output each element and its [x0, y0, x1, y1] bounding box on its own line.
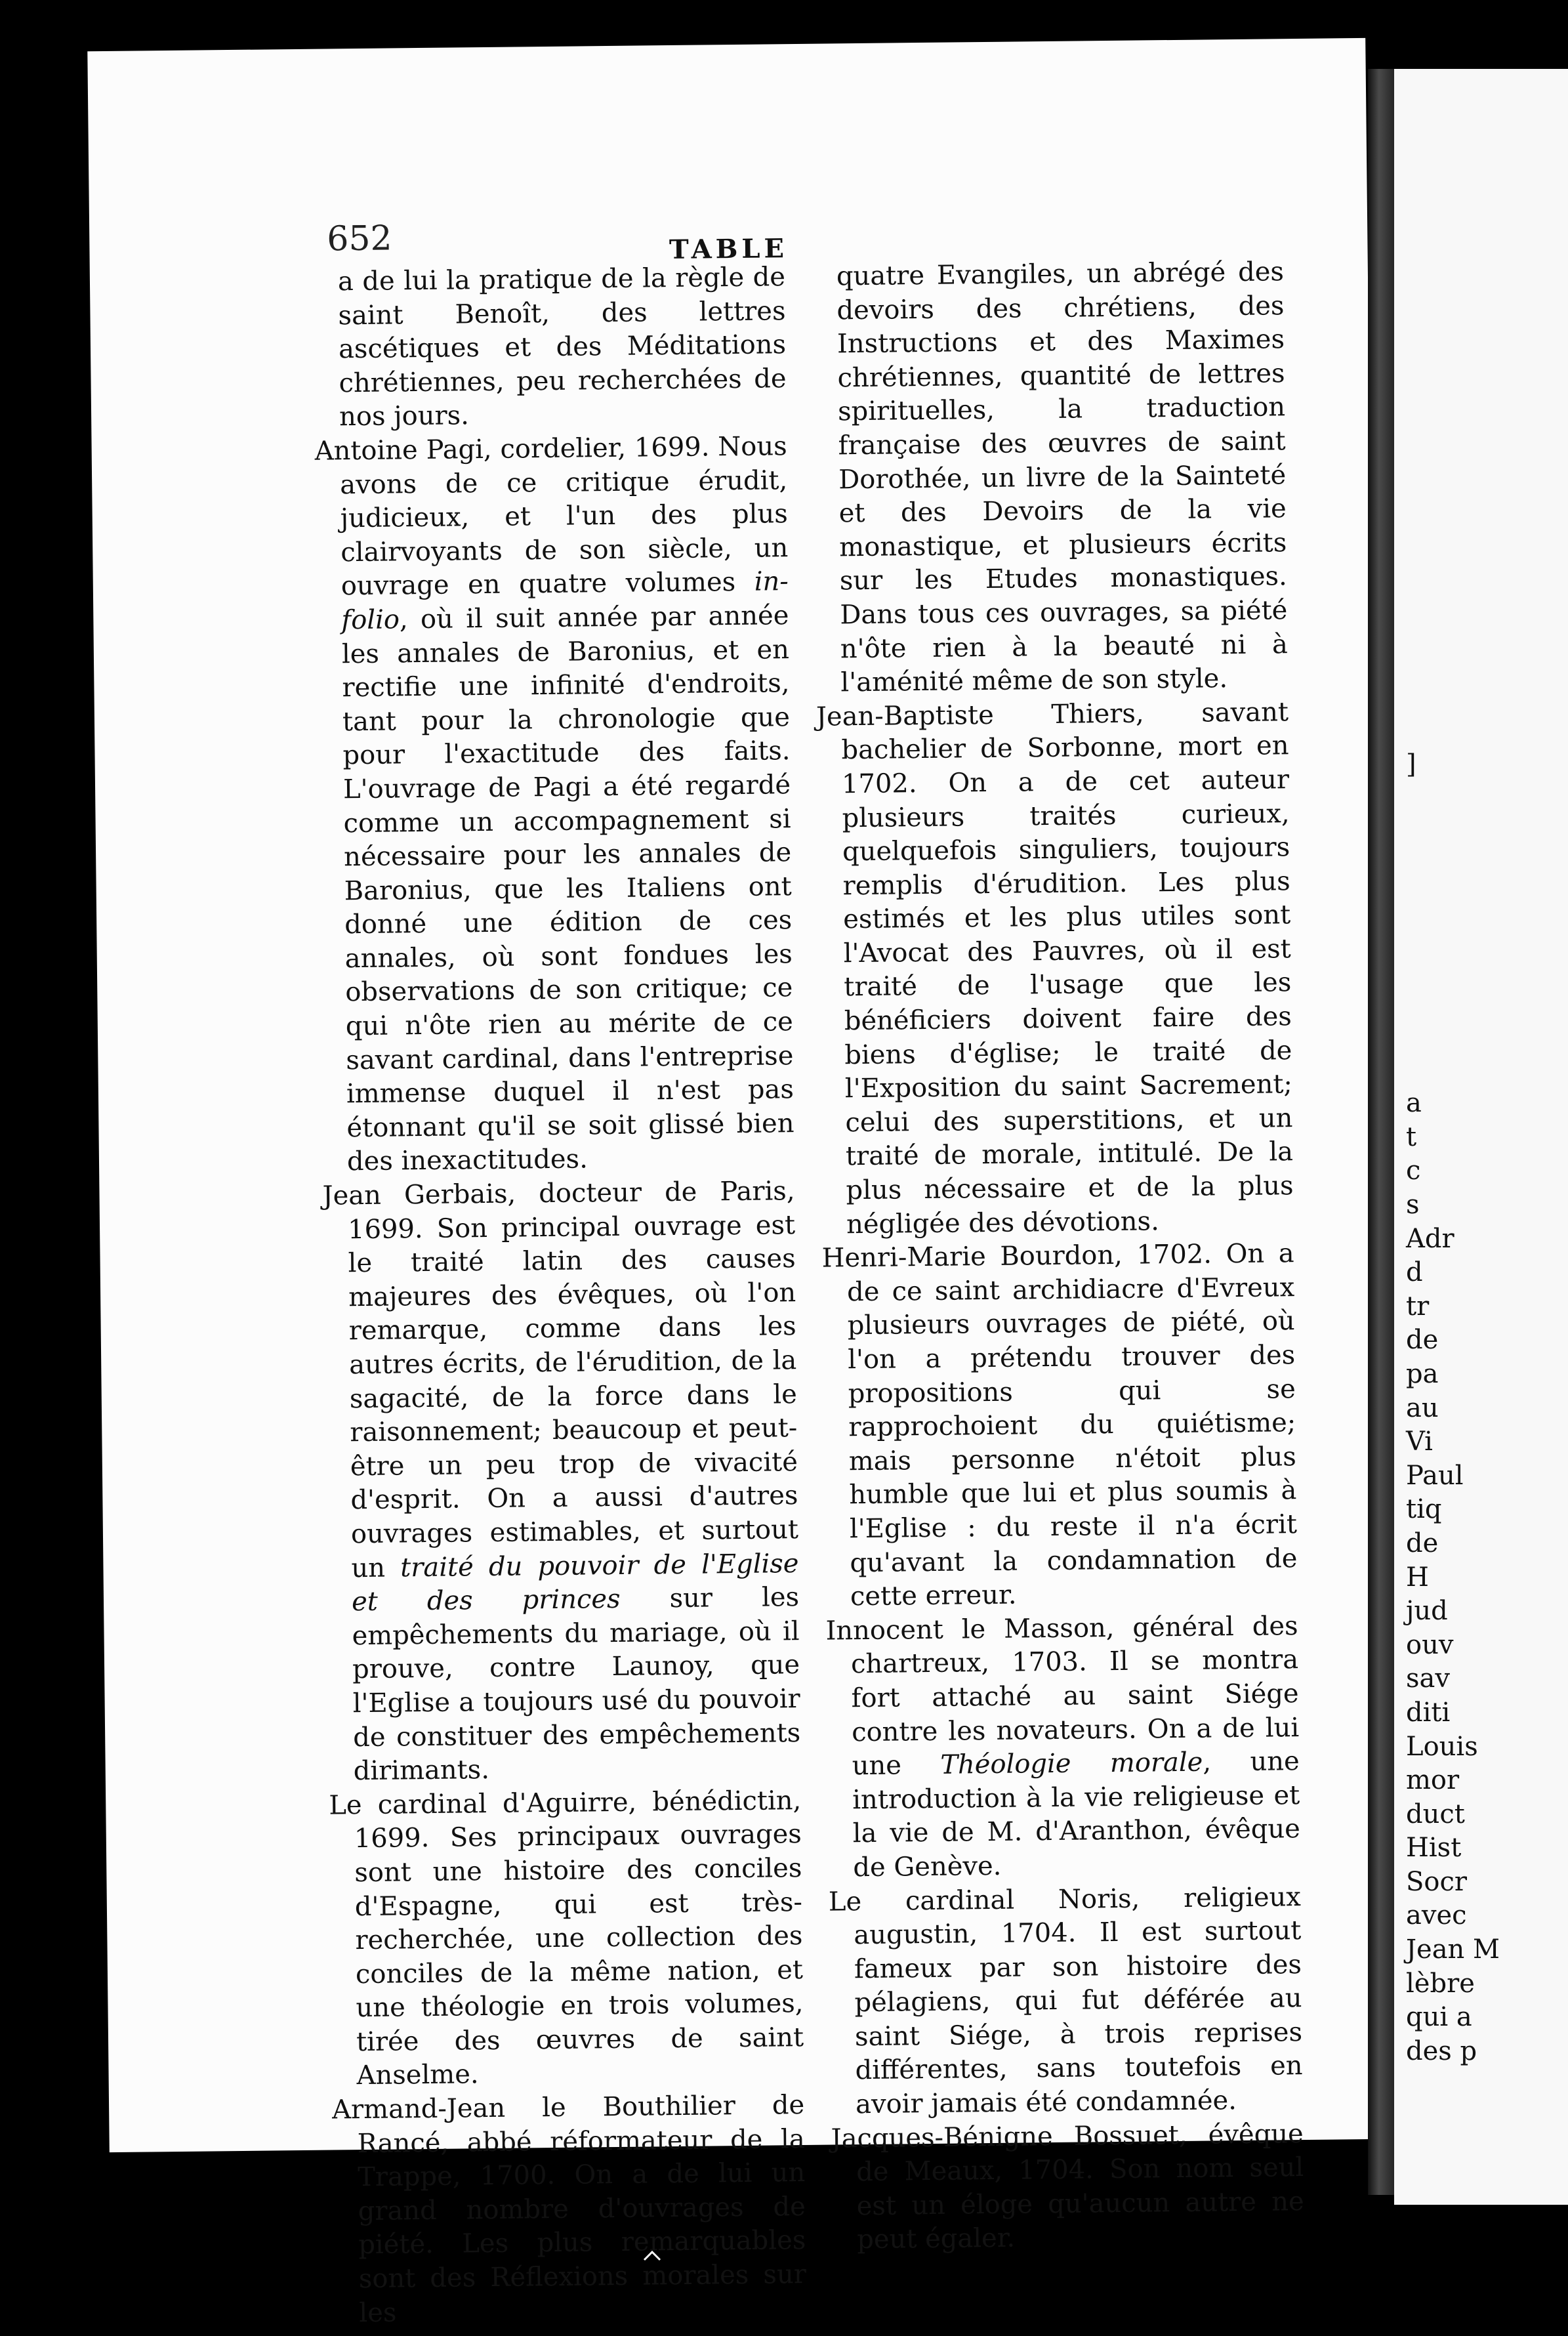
facing-page-fragment [1406, 308, 1568, 343]
facing-page-fragment [1406, 511, 1568, 545]
facing-page-fragment: Louis [1406, 1731, 1478, 1762]
facing-page-fragment [1406, 105, 1568, 139]
facing-page-fragment: c [1406, 1156, 1421, 1186]
facing-page-fragment: de [1406, 1325, 1439, 1356]
facing-page-fragment [1406, 207, 1568, 241]
entry-bossuet: Jacques-Bénigne Bossuet, évêque de Meaux, 1704. Son nom seul est un éloge qu'aucun autre ne peut égaler. [831, 2118, 1304, 2255]
facing-page-fragment [1406, 985, 1568, 1019]
facing-page-fragment: ouv [1406, 1629, 1454, 1660]
facing-page-fragment [1406, 850, 1568, 884]
facing-page-fragment [1406, 444, 1568, 478]
facing-page-fragment [1406, 647, 1568, 681]
facing-page-fragment: Socr [1406, 1866, 1468, 1897]
facing-page-fragment: Vi [1406, 1427, 1433, 1457]
facing-page-fragment: a [1406, 1088, 1422, 1119]
facing-page-fragment: t [1406, 1121, 1417, 1152]
facing-page-fragment: qui a [1406, 2002, 1472, 2033]
facing-page-fragment: lèbre [1406, 1968, 1475, 1999]
entry-benoit-continuation: a de lui la pratique de la règle de saint Benoît, des lettres ascétiques et des Méditations chrétiennes, peu recherchées de nos jours. [337, 262, 787, 432]
right-column [812, 255, 1305, 2257]
running-head: TABLE [669, 233, 789, 266]
facing-page-fragment: diti [1406, 1697, 1451, 1728]
facing-page-fragment: ] [1406, 749, 1416, 780]
facing-page-fragment: sav [1406, 1663, 1450, 1694]
facing-page-fragment: avec [1406, 1900, 1467, 1931]
facing-page-fragment [1406, 1019, 1568, 1053]
facing-page-fragment [1406, 240, 1568, 274]
facing-page-fragment [1406, 715, 1568, 749]
left-column [313, 261, 807, 2331]
chevron-up-icon[interactable] [641, 2244, 663, 2266]
facing-page-fragment [1406, 884, 1568, 918]
facing-page-fragment [1406, 951, 1568, 986]
facing-page-fragment [1406, 680, 1568, 715]
facing-page-fragment [1406, 478, 1568, 512]
facing-page-fragment: Hist [1406, 1833, 1462, 1864]
facing-page-fragment: tiq [1406, 1494, 1442, 1525]
entry-jean-gerbais: Jean Gerbais, docteur de Paris, 1699. Son principal ouvrage est le traité latin des causes majeures des évêques, où l'on remarque, comme dans les autres écrits, de l'érudition, de la sagacité, de la force dans le raisonnement; beaucoup et peut-être un peu trop de vivacité d'esprit. On a aussi d'autres ouvrages estimables, et surtout un traité du pouvoir de l'Eglise et des princes sur les empêchements du mariage, où il prouve, contre Launoy, que l'Eglise a toujours usé du pouvoir de constituer des empêchements dirimants. [322, 1176, 801, 1787]
facing-page-fragment [1406, 816, 1568, 850]
entry-noris: Le cardinal Noris, religieux augustin, 1704. Il est surtout fameux par son histoire des pélagiens, qui fut déférée au saint Siége, à trois reprises différentes, sans toutefois en avoir jamais été condamnée. [828, 1881, 1303, 2120]
entry-thiers: Jean-Baptiste Thiers, savant bachelier de Sorbonne, mort en 1702. On a de cet auteur plusieurs traités curieux, quelquefois singuliers, toujours remplis d'érudition. Les plus estimés et les plus utiles sont l'Avocat des Pauvres, où il est traité de l'usage que les bénéficiers doivent faire des biens d'église; le traité de l'Exposition du saint Sacrement; celui des superstitions, et un traité de morale, intitulé. De la plus nécessaire et de la plus négligée des dévotions. [815, 696, 1294, 1240]
facing-page-fragment [1406, 917, 1568, 951]
facing-page-fragment: pa [1406, 1358, 1439, 1389]
facing-page-fragment: jud [1406, 1596, 1448, 1627]
scanned-page [87, 38, 1387, 2328]
facing-page-fragment: de [1406, 1528, 1439, 1558]
facing-page-fragment [1406, 782, 1568, 816]
facing-page-fragment: s [1406, 1190, 1420, 1220]
facing-page-fragment [1406, 376, 1568, 410]
entry-cardinal-aguirre: Le cardinal d'Aguirre, bénédictin, 1699. Ses principaux ouvrages sont une histoire des conciles d'Espagne, qui est très-recherchée, une collection des conciles de la même nation, et une théologie en trois volumes, tirée des œuvres de saint Anselme. [329, 1785, 804, 2091]
book-spine [1368, 69, 1395, 2195]
facing-page-fragment: au [1406, 1392, 1439, 1423]
entry-masson: Innocent le Masson, général des chartreux, 1703. Il se montra fort attaché au saint Siége contre les novateurs. On a de lui une Théologie morale, une introduction à la vie religieuse et la vie de M. d'Aranthon, évêque de Genève. [825, 1610, 1300, 1883]
facing-page-fragment: des p [1406, 2035, 1477, 2066]
facing-page-fragment: duct [1406, 1799, 1465, 1829]
facing-page-fragment [1406, 139, 1568, 173]
facing-page-fragments [1406, 105, 1568, 2068]
entry-antoine-pagi: Antoine Pagi, cordelier, 1699. Nous avons de ce critique érudit, judicieux, et l'un des plus clairvoyants de son siècle, un ouvrage en quatre volumes in-folio, où il suit année par année les annales de Baronius, et en rectifie une infinité d'endroits, tant pour la chronologie que pour l'exactitude des faits. L'ouvrage de Pagi a été regardé comme un accompagnement si nécessaire pour les annales de Baronius, que les Italiens ont donné une édition de ces annales, où sont fondues les observations de son critique; ce qui n'ôte rien au mérite de ce savant cardinal, dans l'entreprise immense duquel il n'est pas étonnant qu'il se soit glissé bien des inexactitudes. [314, 431, 794, 1177]
facing-page-fragment [1406, 613, 1568, 647]
page-number: 652 [326, 219, 392, 259]
facing-page-fragment [1406, 409, 1568, 444]
facing-page-fragment: Jean M [1406, 1934, 1500, 1965]
facing-page-fragment [1406, 579, 1568, 613]
entry-bourdon: Henri-Marie Bourdon, 1702. On a de ce saint archidiacre d'Evreux plusieurs ouvrages de piété, où l'on a prétendu trouver des propositions qui se rapprochoient du quiétisme; mais personne n'étoit plus humble que lui et plus soumis à l'Eglise : du reste il n'a écrit qu'avant la condamnation de cette erreur. [821, 1238, 1298, 1612]
facing-page-fragment: Paul [1406, 1460, 1464, 1491]
entry-rance-continuation: quatre Evangiles, un abrégé des devoirs des chrétiens, des Instructions et des Maximes chrétiennes, quantité de lettres spirituelles, la traduction française des œuvres de saint Dorothée, un livre de la Sainteté et des Devoirs de la vie monastique, et plusieurs écrits sur les Etudes monastiques. Dans tous ces ouvrages, sa piété n'ôte rien à la beauté ni à l'aménité même de son style. [836, 257, 1289, 698]
facing-page-fragment [1406, 173, 1568, 207]
facing-page-fragment [1406, 545, 1568, 579]
facing-page-fragment: d [1406, 1257, 1423, 1288]
facing-page-fragment: H [1406, 1562, 1429, 1593]
facing-page-fragment [1406, 274, 1568, 308]
facing-page-fragment: Adr [1406, 1223, 1455, 1254]
facing-page-fragment [1406, 1053, 1568, 1087]
facing-page-fragment: mor [1406, 1765, 1460, 1796]
facing-page-fragment [1406, 342, 1568, 376]
entry-rance: Armand-Jean le Bouthilier de Rancé, abbé réformateur de la Trappe, 1700. On a de lui un grand nombre d'ouvrages de piété. Les plus remarquables sont des Réflexions morales sur les [331, 2090, 807, 2328]
facing-page-fragment: tr [1406, 1291, 1430, 1322]
